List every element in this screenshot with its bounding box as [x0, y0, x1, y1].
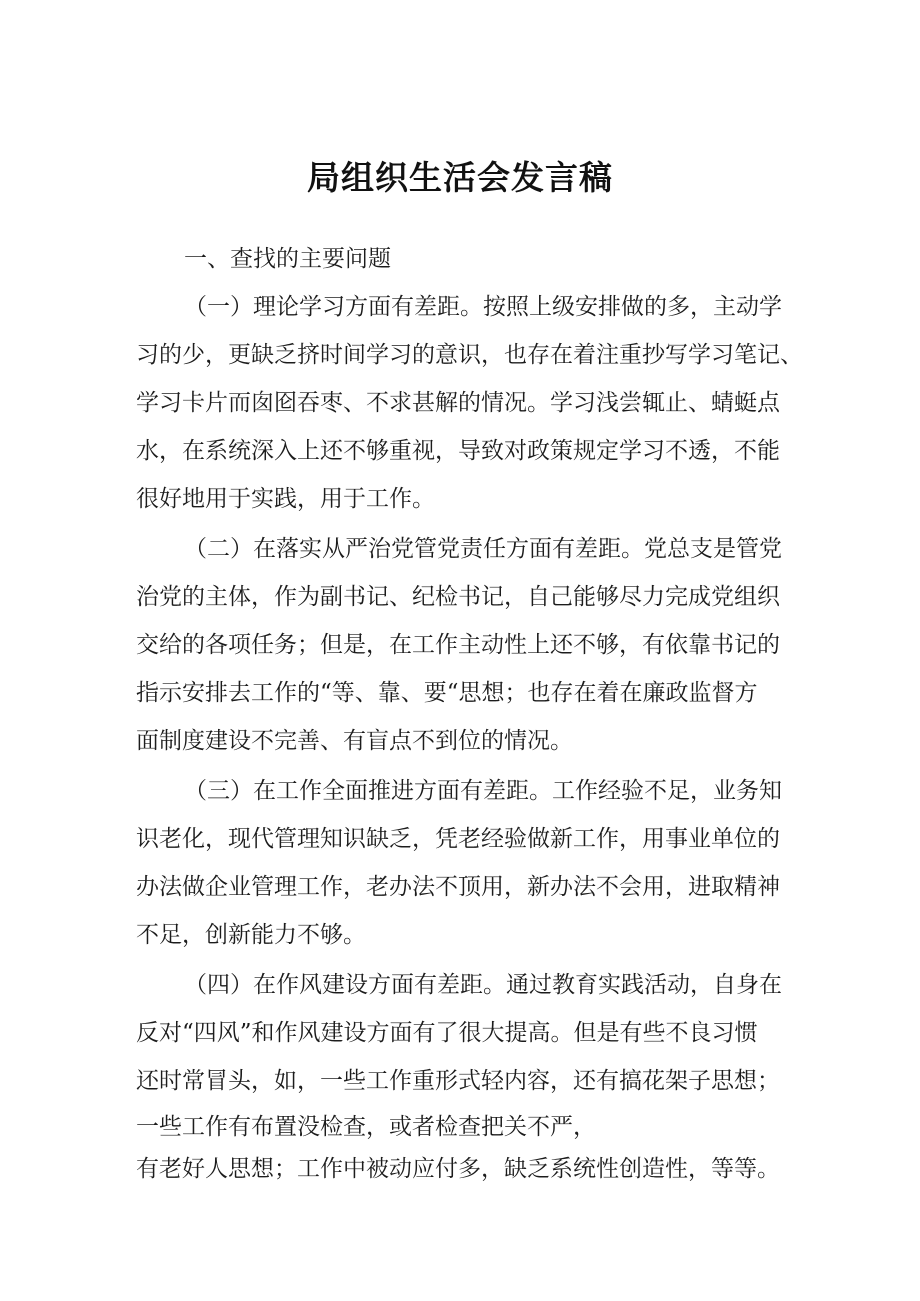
paragraph-line: 还时常冒头，如，一些工作重形式轻内容，还有搞花架子思想；	[136, 1068, 780, 1094]
paragraph-line: 习的少，更缺乏挤时间学习的意识，也存在着注重抄写学习笔记、	[136, 342, 803, 368]
document-title: 局组织生活会发言稿	[307, 158, 613, 197]
section-heading: 一、查找的主要问题	[184, 246, 391, 272]
paragraph-line: （一）理论学习方面有差距。按照上级安排做的多，主动学	[184, 294, 782, 320]
paragraph-line: 很好地用于实践，用于工作。	[136, 486, 435, 512]
paragraph-line: 不足，创新能力不够。	[136, 922, 366, 948]
paragraph-line: 一些工作有布置没检查，或者检查把关不严，	[136, 1114, 596, 1140]
paragraph-line: （二）在落实从严治党管党责任方面有差距。党总支是管党	[184, 536, 782, 562]
paragraph-line: 办法做企业管理工作，老办法不顶用，新办法不会用，进取精神	[136, 874, 780, 900]
paragraph-line: 学习卡片而囱囵吞枣、不求甚解的情况。学习浅尝辄止、蜻蜓点	[136, 390, 780, 416]
paragraph-line: 面制度建设不完善、有盲点不到位的情况。	[136, 728, 573, 754]
paragraph-line: 治党的主体，作为副书记、纪检书记，自己能够尽力完成党组织	[136, 584, 780, 610]
paragraph-line: （四）在作风建设方面有差距。通过教育实践活动，自身在	[184, 972, 782, 998]
paragraph-line: 反对“四风”和作风建设方面有了很大提高。但是有些不良习惯	[136, 1020, 758, 1046]
paragraph-line: 识老化，现代管理知识缺乏，凭老经验做新工作，用事业单位的	[136, 826, 780, 852]
paragraph-line: （三）在工作全面推进方面有差距。工作经验不足，业务知	[184, 778, 782, 804]
paragraph-line: 交给的各项任务；但是，在工作主动性上还不够，有依靠书记的	[136, 632, 780, 658]
paragraph-line: 水，在系统深入上还不够重视，导致对政策规定学习不透，不能	[136, 438, 780, 464]
paragraph-line: 有老好人思想；工作中被动应付多，缺乏系统性创造性，等等。	[136, 1156, 780, 1182]
paragraph-line: 指示安排去工作的“等、靠、要“思想；也存在着在廉政监督方	[136, 680, 758, 706]
